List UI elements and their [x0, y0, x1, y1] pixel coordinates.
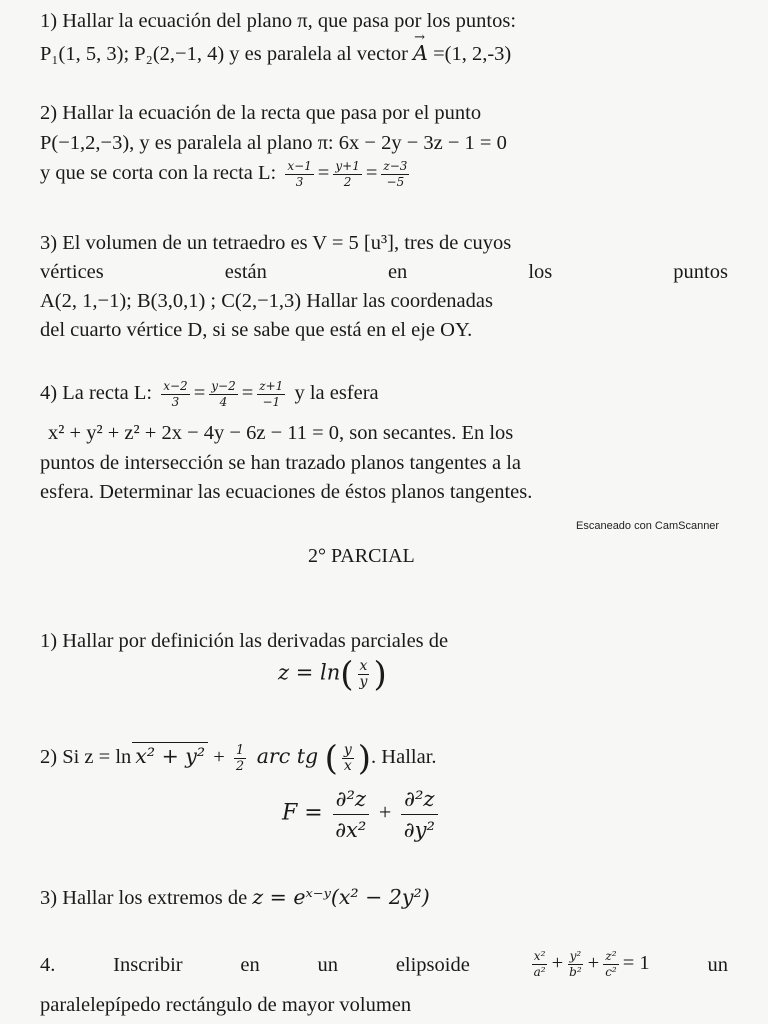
p3-line2 — [40, 259, 728, 285]
q2-formula-f — [282, 786, 442, 843]
p4-line2: x² + y² + z² + 2x − 4y − 6z − 11 = 0, son secantes. En los — [48, 422, 514, 444]
plus: + — [208, 746, 230, 768]
q3-text: 3) Hallar los extremos de — [40, 887, 253, 909]
fraction: $\frac{\text{∂²z}}{\text{∂x²}}$ — [332, 786, 369, 843]
word: los — [528, 261, 553, 283]
word: puntos — [673, 261, 728, 283]
q2-pre: 2) Si z = ln — [40, 746, 132, 768]
q1-z: z = ln — [278, 660, 341, 685]
word: elipsoide — [395, 953, 470, 976]
p1-line2 — [40, 40, 511, 67]
fraction: $\frac{z-3}{-5}$ — [383, 159, 408, 189]
word: 4. — [40, 953, 56, 976]
fraction: $\frac{z+1}{-1}$ — [259, 379, 284, 409]
p2-line2: P(−1,2,−3), y es paralela al plano π: 6x − 2y − 3z − 1 = 0 — [40, 132, 507, 154]
equals-one: = 1 — [622, 952, 650, 975]
camscanner-watermark: Escaneado con CamScanner — [576, 520, 720, 532]
word: en — [240, 953, 260, 976]
ellipsoid-equation: $\frac{\text{x²}}{\text{a²}}$ + $\frac{\text{y²}}{\text{b²}}$ + $\frac{\text{z²}}{\text{c²}}$ = 1 — [533, 949, 650, 979]
vector-a: → A — [413, 40, 428, 66]
fraction: $\frac{y}{x}$ — [343, 741, 352, 774]
p1-vector-value: =(1, 2,-3) — [427, 43, 512, 65]
f-label: F = — [282, 800, 323, 826]
p3-line3: A(2, 1,−1); B(3,0,1) ; C(2,−1,3) Hallar las coordenadas — [40, 290, 493, 312]
p4-line1: 4) La recta L: $\frac{x-2}{3}$ = $\frac{y-2}{4}$ = $\frac{z+1}{-1}$ y la esfera — [40, 379, 379, 409]
fraction: $\frac{y-2}{4}$ — [211, 379, 236, 409]
q3-line1 — [40, 884, 430, 911]
fraction: $\frac{x-1}{3}$ — [287, 159, 312, 189]
word: un — [707, 953, 728, 976]
word: vértices — [40, 261, 104, 283]
p3-line4: del cuarto vértice D, si se sabe que está en el eje OY. — [40, 319, 473, 341]
fraction: $\frac{y+1}{2}$ — [335, 159, 360, 189]
fraction: $\frac{x-2}{3}$ — [163, 379, 188, 409]
q2-line1: 2) Si z = ln x² + y² + $\frac{1}{2}$ arc tg ( $\frac{y}{x}$ ). Hallar. — [40, 738, 437, 779]
fraction: $\frac{\text{z²}}{\text{c²}}$ — [605, 949, 617, 979]
plus: + — [378, 799, 392, 825]
word: en — [387, 261, 408, 283]
fraction: $\frac{\text{x²}}{\text{a²}}$ — [533, 949, 546, 979]
word: un — [317, 953, 339, 976]
q3-expr: z = eˣ⁻ʸ(x² − 2y²) — [252, 885, 430, 909]
word: Inscribir — [113, 953, 183, 976]
fraction: $\frac{x}{y}$ — [359, 658, 368, 690]
p4-line4: esfera. Determinar las ecuaciones de éstos planos tangentes. — [40, 481, 533, 503]
p2-line3: y que se corta con la recta L: $\frac{x-1}{3}$ = $\frac{y+1}{2}$ = $\frac{z-3}{-5}$ — [40, 159, 408, 189]
p4-line3: puntos de intersección se han trazado planos tangentes a la — [40, 452, 522, 474]
p4-line1-text: 4) La recta L: — [40, 382, 153, 405]
p3-line1: 3) El volumen de un tetraedro es V = 5 [u³], tres de cuyos — [40, 232, 512, 254]
fraction: $\frac{\text{∂²z}}{\text{∂y²}}$ — [401, 786, 438, 843]
fraction: $\frac{\text{y²}}{\text{b²}}$ — [569, 949, 582, 979]
sqrt-expr: x² + y² — [132, 742, 208, 769]
q4-line2: paralelepípedo rectángulo de mayor volumen — [40, 994, 412, 1016]
p2-line3-text: y que se corta con la recta L: — [40, 162, 277, 185]
section-title: 2° PARCIAL — [308, 545, 415, 567]
p4-line1-post: y la esfera — [294, 382, 379, 405]
p1-points-text: P₁(1, 5, 3); P₂(2,−1, 4) y es paralela al vector — [40, 43, 414, 65]
p2-line1: 2) Hallar la ecuación de la recta que pasa por el punto — [40, 102, 482, 124]
q2-post: . Hallar. — [371, 746, 437, 768]
q1-line1: 1) Hallar por definición las derivadas parciales de — [40, 630, 449, 652]
q1-formula: z = ln( $\frac{x}{y}$ ) — [278, 654, 387, 695]
q4-line1 — [40, 950, 728, 979]
word: están — [224, 261, 267, 283]
fraction: $\frac{1}{2}$ — [235, 742, 245, 774]
arc-tg: arc tg — [250, 744, 325, 768]
p1-line1: 1) Hallar la ecuación del plano π, que pasa por los puntos: — [40, 10, 517, 32]
